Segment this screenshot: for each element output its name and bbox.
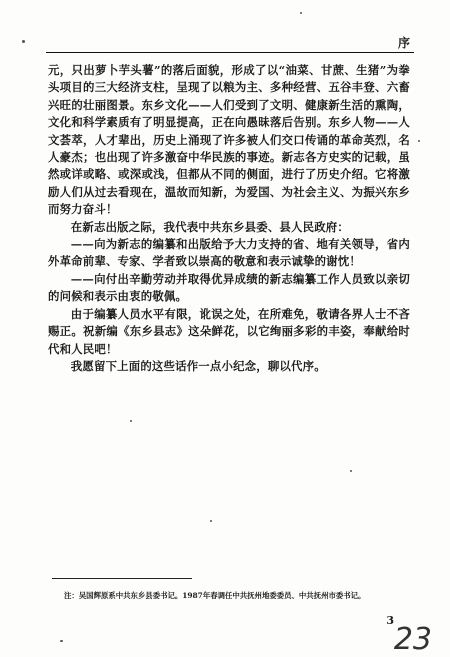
page-number: 3 <box>386 614 394 627</box>
paragraph-thanks-leaders: ——向为新志的编纂和出版给予大力支持的省、地有关领导，省内外革命前辈、专家、学者致以崇高的敬意和表示诚挚的谢忱！ <box>48 237 410 269</box>
scan-speck <box>130 420 132 422</box>
paragraph-thanks-staff: ——向付出辛勤劳动并取得优异成绩的新志编纂工作人员致以亲切的问候和表示由衷的敬佩。 <box>48 271 410 304</box>
scan-speck <box>22 40 25 43</box>
scan-speck <box>60 640 63 642</box>
paragraph-closing: 我愿留下上面的这些话作一点小纪念，聊以代序。 <box>70 358 326 373</box>
header-rule <box>46 52 414 53</box>
scan-speck <box>300 12 302 14</box>
handwritten-page-number: 23 <box>393 622 432 657</box>
body-text <box>48 62 410 375</box>
footnote-rule <box>52 578 192 579</box>
scan-speck <box>210 520 212 522</box>
scan-speck <box>418 140 420 142</box>
paragraph-continuation: 元，只出萝卜芋头薯”的落后面貌，形成了以“油菜、甘蔗、生猪”为拳头项目的三大经济支柱，呈现了以粮为主、多种经营、五谷丰登、六畜兴旺的壮丽图景。东乡文化——人们受到了文明、健康新生活的熏陶，文化和科学素质有了明显提高，正在向愚昧落后告别。东乡人物——人文荟萃，人才辈出，历史上涌现了许多被人们交口传诵的革命英烈，名人豪杰；也出现了许多激奋中华民族的事迹。新志各方史实的记载，虽然或详或略、或深或浅，但都从不同的侧面，进行了历史介绍。它将激励人们从过去看现在，温故而知新，为爱国、为社会主义、为振兴东乡而努力奋斗！ <box>48 63 410 217</box>
paragraph-on-behalf: 在新志出版之际，我代表中共东乡县委、县人民政府： <box>70 219 349 234</box>
paragraph-apology: 由于编纂人员水平有限，讹误之处，在所难免，敬请各界人士不吝赐正。祝新编《东乡县志》这朵鲜花，以它绚丽多彩的丰姿，奉献给时代和人民吧！ <box>48 306 410 356</box>
footnote: 注：吴国辉原系中共东乡县委书记。1987年春调任中共抚州地委委员、中共抚州市委书记。 <box>64 591 366 600</box>
scan-speck <box>350 470 352 472</box>
section-mark: 序 <box>397 36 410 50</box>
